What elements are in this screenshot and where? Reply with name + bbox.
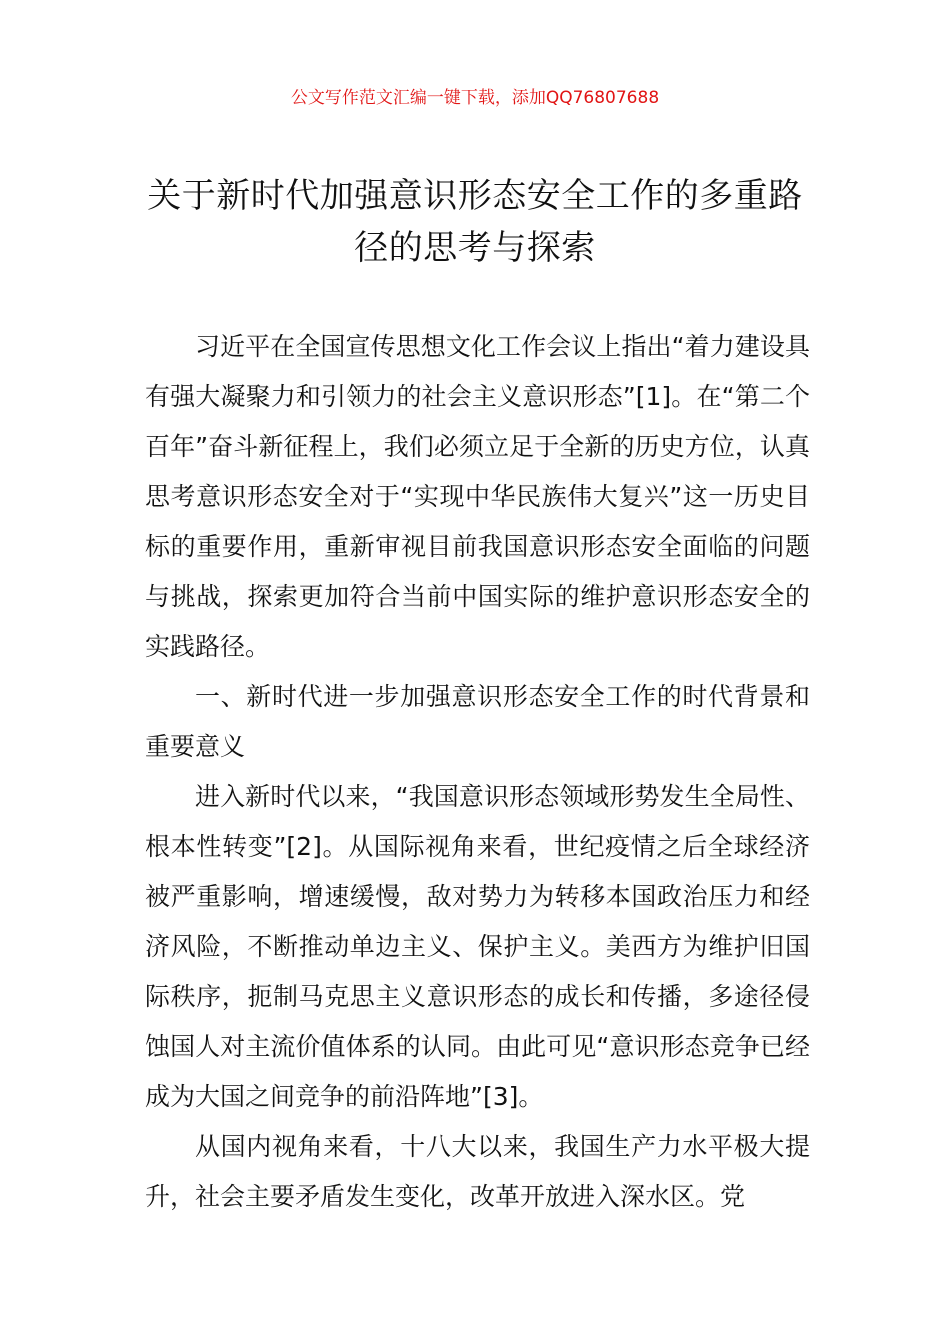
document-body bbox=[145, 322, 810, 1222]
download-banner[interactable]: 公文写作范文汇编一键下载，添加QQ76807688 bbox=[290, 88, 660, 108]
section-heading-1: 一、新时代进一步加强意识形态安全工作的时代背景和重要意义 bbox=[145, 682, 810, 761]
paragraph-background: 进入新时代以来，“我国意识形态领域形势发生全局性、根本性转变”[2]。从国际视角来看，世纪疫情之后全球经济被严重影响，增速缓慢，敌对势力为转移本国政治压力和经济风险，不断推动单边主义、保护主义。美西方为维护旧国际秩序，扼制马克思主义意识形态的成长和传播，多途径侵蚀国人对主流价值体系的认同。由此可见“意识形态竞争已经成为大国之间竞争的前沿阵地”[3]。 bbox=[145, 782, 810, 1111]
page-title: 关于新时代加强意识形态安全工作的多重路径的思考与探索 bbox=[147, 176, 803, 268]
paragraph-domestic: 从国内视角来看，十八大以来，我国生产力水平极大提升，社会主要矛盾发生变化，改革开放进入深水区。党 bbox=[145, 1132, 810, 1211]
paragraph-intro: 习近平在全国宣传思想文化工作会议上指出“着力建设具有强大凝聚力和引领力的社会主义意识形态”[1]。在“第二个百年”奋斗新征程上，我们必须立足于全新的历史方位，认真思考意识形态安全对于“实现中华民族伟大复兴”这一历史目标的重要作用，重新审视目前我国意识形态安全面临的问题与挑战，探索更加符合当前中国实际的维护意识形态安全的实践路径。 bbox=[145, 332, 810, 661]
